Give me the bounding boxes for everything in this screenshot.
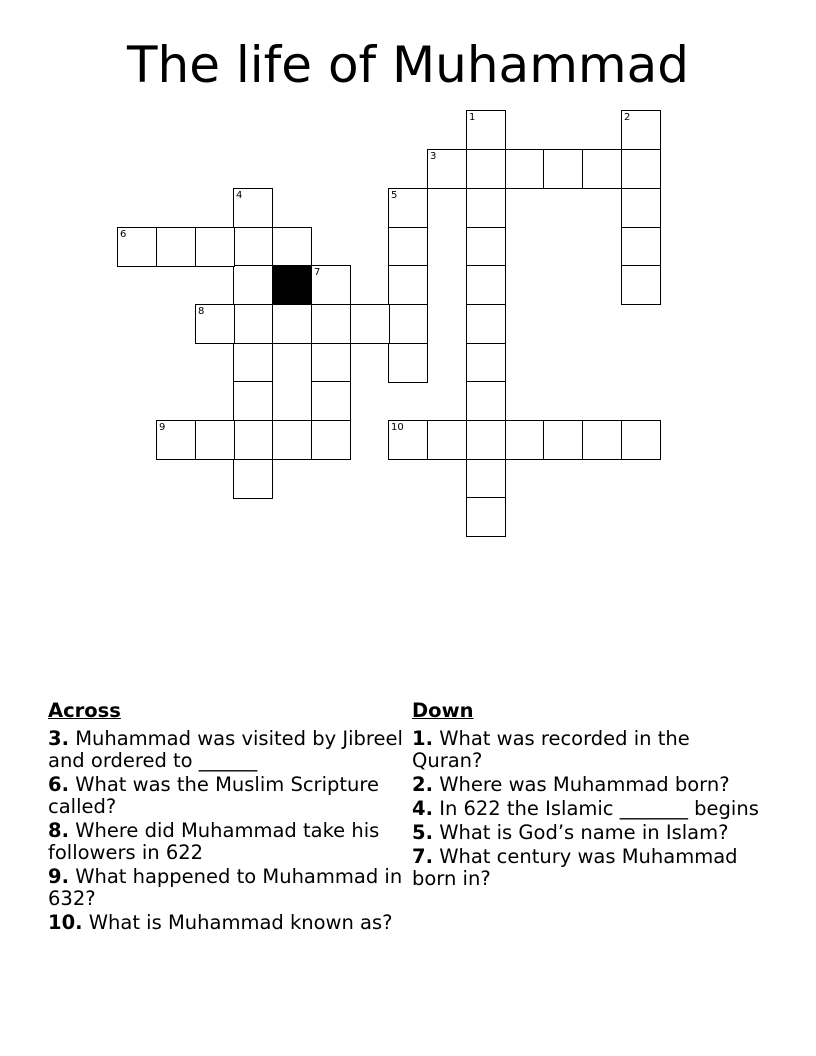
grid-cell[interactable]: [272, 227, 312, 267]
black-square: [272, 265, 312, 305]
grid-cell[interactable]: [272, 420, 312, 460]
grid-cell[interactable]: [543, 149, 583, 189]
grid-cell[interactable]: [427, 420, 467, 460]
grid-cell[interactable]: [311, 265, 351, 305]
grid-cell[interactable]: [272, 304, 312, 344]
grid-cell[interactable]: [466, 110, 506, 150]
page-title: The life of Muhammad: [127, 36, 689, 94]
grid-cell[interactable]: [156, 420, 196, 460]
grid-cell[interactable]: [621, 227, 661, 267]
clue-item: 1. What was recorded in the Quran?: [412, 727, 690, 772]
grid-cell[interactable]: [505, 149, 545, 189]
grid-cell[interactable]: [466, 265, 506, 305]
grid-cell[interactable]: [466, 420, 506, 460]
grid-cell[interactable]: [233, 459, 273, 499]
clue-item: 10. What is Muhammad known as?: [48, 911, 393, 934]
grid-cell[interactable]: [388, 227, 428, 267]
clue-number: 9: [159, 422, 166, 433]
grid-cell[interactable]: [466, 459, 506, 499]
down-heading: Down: [412, 699, 474, 722]
grid-cell[interactable]: [505, 420, 545, 460]
grid-cell[interactable]: [621, 265, 661, 305]
grid-cell[interactable]: [156, 227, 196, 267]
clue-item: 2. Where was Muhammad born?: [412, 773, 730, 796]
grid-cell[interactable]: [233, 381, 273, 421]
clue-number: 2: [624, 112, 631, 123]
clue-item: 5. What is God’s name in Islam?: [412, 821, 729, 844]
clue-item: 4. In 622 the Islamic _______ begins: [412, 797, 759, 820]
grid-cell[interactable]: [621, 188, 661, 228]
grid-cell[interactable]: [311, 304, 351, 344]
clue-item: 9. What happened to Muhammad in 632?: [48, 865, 403, 910]
grid-cell[interactable]: [311, 343, 351, 383]
clue-number: 6: [120, 229, 127, 240]
grid-cell[interactable]: [582, 420, 622, 460]
grid-cell[interactable]: [311, 381, 351, 421]
clue-item: 3. Muhammad was visited by Jibreel and ordered to ______: [48, 727, 403, 772]
grid-cell[interactable]: [233, 304, 273, 344]
grid-cell[interactable]: [388, 304, 428, 344]
grid-cell[interactable]: [350, 304, 390, 344]
grid-cell[interactable]: [195, 304, 235, 344]
grid-cell[interactable]: [466, 497, 506, 537]
across-clues: [48, 700, 403, 936]
clue-number: 8: [198, 306, 205, 317]
grid-cell[interactable]: [466, 304, 506, 344]
across-heading: Across: [48, 699, 121, 722]
grid-cell[interactable]: [388, 420, 428, 460]
grid-cell[interactable]: [233, 188, 273, 228]
grid-cell[interactable]: [621, 420, 661, 460]
grid-cell[interactable]: [388, 343, 428, 383]
clue-item: 6. What was the Muslim Scripture called?: [48, 773, 379, 818]
clue-number: 5: [391, 190, 398, 201]
clue-item: 8. Where did Muhammad take his followers in 622: [48, 819, 380, 864]
grid-cell[interactable]: [388, 265, 428, 305]
grid-cell[interactable]: [621, 110, 661, 150]
clue-number: 7: [314, 267, 321, 278]
clue-number: 4: [236, 190, 243, 201]
grid-cell[interactable]: [195, 420, 235, 460]
grid-cell[interactable]: [543, 420, 583, 460]
grid-cell[interactable]: [466, 149, 506, 189]
down-clues: [412, 700, 762, 892]
clue-number: 3: [430, 151, 437, 162]
grid-cell[interactable]: [195, 227, 235, 267]
grid-cell[interactable]: [233, 420, 273, 460]
grid-cell[interactable]: [466, 381, 506, 421]
grid-cell[interactable]: [621, 149, 661, 189]
clue-number: 1: [469, 112, 476, 123]
clue-item: 7. What century was Muhammad born in?: [412, 845, 738, 890]
grid-cell[interactable]: [233, 227, 273, 267]
grid-cell[interactable]: [311, 420, 351, 460]
clue-number: 10: [391, 422, 404, 433]
grid-cell[interactable]: [582, 149, 622, 189]
grid-cell[interactable]: [233, 265, 273, 305]
grid-cell[interactable]: [117, 227, 157, 267]
grid-cell[interactable]: [466, 343, 506, 383]
grid-cell[interactable]: [233, 343, 273, 383]
grid-cell[interactable]: [388, 188, 428, 228]
grid-cell[interactable]: [466, 227, 506, 267]
grid-cell[interactable]: [466, 188, 506, 228]
grid-cell[interactable]: [427, 149, 467, 189]
